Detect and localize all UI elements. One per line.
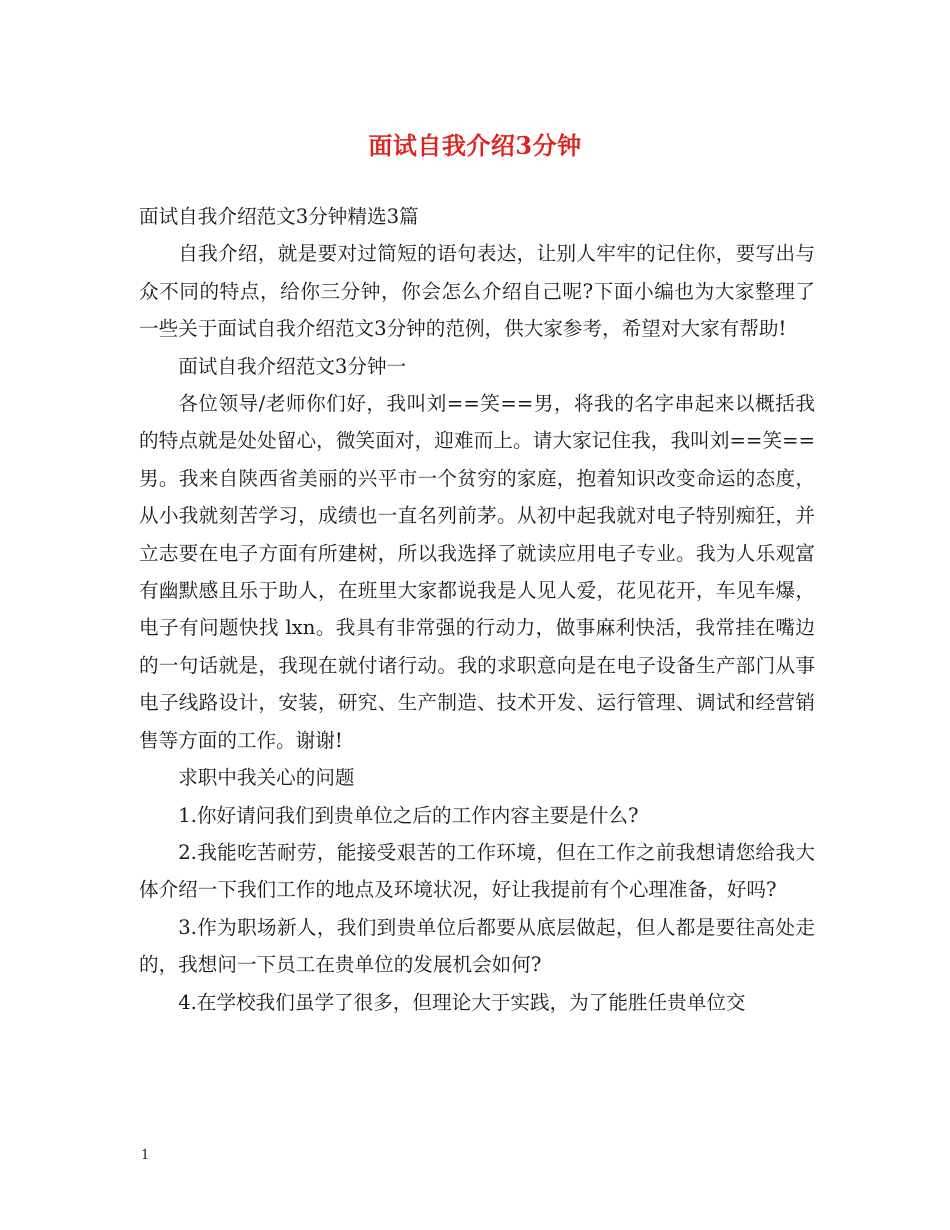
document-body	[139, 198, 815, 1021]
paragraph-question-2: 2.我能吃苦耐劳，能接受艰苦的工作环境，但在工作之前我想请您给我大体介绍一下我们工作的地点及环境状况，好让我提前有个心理准备，好吗?	[139, 840, 815, 902]
document-title: 面试自我介绍3分钟	[368, 131, 582, 160]
paragraph-question-1: 1.你好请问我们到贵单位之后的工作内容主要是什么?	[178, 803, 639, 827]
paragraph-section-title: 面试自我介绍范文3分钟一	[178, 354, 407, 378]
paragraph-self-introduction: 各位领导/老师你们好，我叫刘==笑==男，将我的名字串起来以概括我的特点就是处处留心，微笑面对，迎难而上。请大家记住我，我叫刘==笑== 男。我来自陕西省美丽的兴平市一个贫穷的家庭，抱着知识改变命运的态度，从小我就刻苦学习，成绩也一直名列前茅。从初中起我就对电子特别痴狂，并立志要在电子方面有所建树，所以我选择了就读应用电子专业。我为人乐观富有幽默感且乐于助人，在班里大家都说我是人见人爱，花见花开，车见车爆，电子有问题快找 lxn。我具有非常强的行动力，做事麻利快活，我常挂在嘴边的一句话就是，我现在就付诸行动。我的求职意向是在电子设备生产部门从事电子线路设计，安装，研究、生产制造、技术开发、运行管理、调试和经营销售等方面的工作。谢谢!	[139, 392, 815, 752]
page-number: 1	[141, 1148, 150, 1163]
paragraph-intro: 自我介绍，就是要对过简短的语句表达，让别人牢牢的记住你，要写出与众不同的特点，给你三分钟，你会怎么介绍自己呢?下面小编也为大家整理了一些关于面试自我介绍范文3分钟的范例，供大家参考，希望对大家有帮助!	[139, 242, 815, 341]
paragraph-questions-heading: 求职中我关心的问题	[178, 766, 355, 790]
paragraph-question-4: 4.在学校我们虽学了很多，但理论大于实践，为了能胜任贵单位交	[178, 990, 746, 1014]
paragraph-question-3: 3.作为职场新人，我们到贵单位后都要从底层做起，但人都是要往高处走的，我想问一下员工在贵单位的发展机会如何?	[139, 915, 815, 977]
paragraph-heading: 面试自我介绍范文3分钟精选3篇	[139, 205, 419, 228]
